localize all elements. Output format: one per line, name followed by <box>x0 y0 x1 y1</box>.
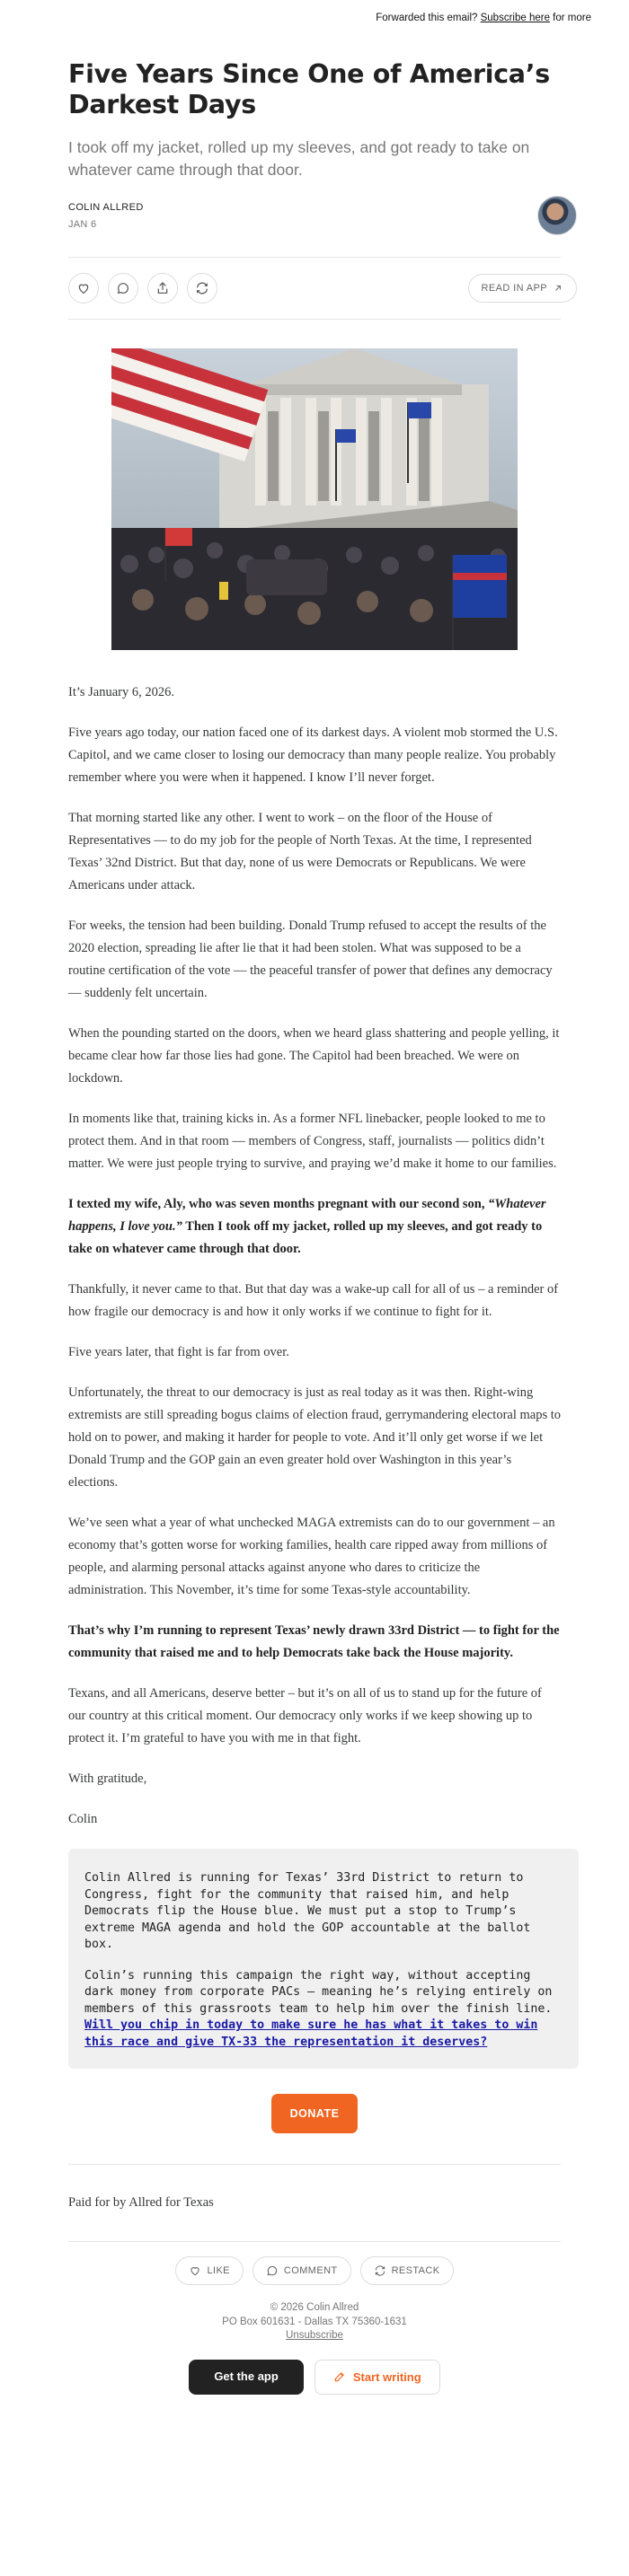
chip-in-link[interactable]: Will you chip in today to make sure he has what it takes to win this race and give TX-33 the representation it deserves? <box>84 2018 538 2049</box>
heart-icon <box>189 2264 201 2277</box>
subscribe-link[interactable]: Subscribe here <box>480 13 550 23</box>
unsubscribe-link[interactable]: Unsubscribe <box>286 2330 343 2341</box>
divider <box>68 257 561 258</box>
author-name[interactable]: COLIN ALLRED <box>68 201 144 213</box>
post-body <box>68 681 561 1831</box>
capitol-photo <box>111 348 518 650</box>
paragraph: With gratitude, <box>68 1772 147 1786</box>
paid-for-disclaimer: Paid for by Allred for Texas <box>68 2195 214 2210</box>
paragraph: We’ve seen what a year of what unchecked MAGA extremists can do to our government – an economy that’s gotten worse for working families, health care ripped away from millions of people, and alarming personal attacks against anyone who dares to criticize the administration. This November, it’s time for some Texas-style accountability. <box>68 1516 555 1597</box>
forwarded-banner <box>0 0 629 27</box>
get-app-button[interactable]: Get the app <box>189 2360 304 2395</box>
paragraph: In moments like that, training kicks in. As a former NFL linebacker, people looked to me to protect them. And in that room — members of Congress, staff, journalists — politics didn’t matter. We were just people trying to survive, and praying we’d make it home to our families. <box>68 1112 557 1171</box>
footer-like-label: LIKE <box>207 2265 230 2276</box>
start-writing-label: Start writing <box>352 2369 421 2384</box>
donate-button[interactable]: DONATE <box>271 2094 359 2133</box>
callout-paragraph: Colin Allred is running for Texas’ 33rd District to return to Congress, fight for the community that raised him, and help Democrats flip the House blue. We must put a stop to Trump’s extreme MAGA agenda and hold the GOP accountable at the ballot box. <box>84 1871 531 1951</box>
restack-icon <box>195 281 209 295</box>
post-title: Five Years Since One of America’s Darkest Days <box>68 59 550 119</box>
read-in-app-label: READ IN APP <box>481 283 547 294</box>
footer-actions <box>0 2256 629 2285</box>
paragraph: Five years ago today, our nation faced one of its darkest days. A violent mob stormed the U.S. Capitol, and we came closer to losing our democracy than many people realize. You probably remember where you were when it happened. I know I’ll never forget. <box>68 725 558 785</box>
read-in-app-button[interactable] <box>468 274 577 303</box>
comment-button[interactable] <box>108 273 138 303</box>
paragraph-bold <box>68 1193 561 1261</box>
paragraph: Unfortunately, the threat to our democracy is just as real today as it was then. Right-wing extremists are still spreading bogus claims of election fraud, gerrymandering electoral maps to hold on to power, and making it harder for people to vote. And it’ll only get worse if we let Donald Trump and the GOP gain an even greater hold over Washington in this year’s elections. <box>68 1385 562 1490</box>
donate-row <box>0 2094 629 2133</box>
paragraph: For weeks, the tension had been building. Donald Trump refused to accept the results of the 2020 election, spreading lie after lie that it had been stolen. What was supposed to be a routine certification of the vote — the peaceful transfer of power that defines any democracy — suddenly felt uncertain. <box>68 919 553 1000</box>
post-subtitle: I took off my jacket, rolled up my sleeves, and got ready to take on whatever came through that door. <box>68 138 530 179</box>
callout-paragraph <box>84 1968 563 2052</box>
arrow-up-right-icon <box>553 283 563 294</box>
copyright: © 2026 Colin Allred <box>270 2302 359 2313</box>
paragraph: Five years later, that fight is far from over. <box>68 1345 289 1359</box>
paragraph-bold: That’s why I’m running to represent Texas’ newly drawn 33rd District — to fight for the community that raised me and to help Democrats take back the House majority. <box>68 1623 560 1660</box>
hero-image[interactable] <box>111 348 518 650</box>
divider <box>68 2241 561 2242</box>
share-icon <box>155 281 170 295</box>
footer-like-button[interactable] <box>175 2256 243 2285</box>
footer-restack-label: RESTACK <box>391 2265 440 2276</box>
text-span: Then I took off my jacket, rolled up my sleeves, and got ready to take on whatever came through that door. <box>68 1219 543 1256</box>
address: PO Box 601631 - Dallas TX 75360-1631 <box>222 2316 407 2327</box>
forward-prefix: Forwarded this email? <box>376 13 478 23</box>
pen-icon <box>333 2370 346 2383</box>
paragraph: Texans, and all Americans, deserve better – but it’s on all of us to stand up for the future of our country at this critical moment. Our democracy only works if we keep showing up to protect it. I’m grateful to have you with me in that fight. <box>68 1686 542 1745</box>
footer-comment-button[interactable] <box>252 2256 351 2285</box>
start-writing-button[interactable] <box>314 2360 440 2395</box>
heart-icon <box>76 281 91 295</box>
comment-icon <box>266 2264 279 2277</box>
share-button[interactable] <box>147 273 178 303</box>
divider <box>68 2164 561 2165</box>
post-date: JAN 6 <box>68 218 97 230</box>
post-actions <box>68 272 577 304</box>
paragraph: When the pounding started on the doors, when we heard glass shattering and people yelling, it became clear how far those lies had gone. The Capitol had been breached. We were on lockdown. <box>68 1026 560 1086</box>
divider <box>68 319 561 320</box>
avatar[interactable] <box>537 196 577 235</box>
like-button[interactable] <box>68 273 99 303</box>
paragraph: That morning started like any other. I went to work – on the floor of the House of Representatives — to do my job for the people of North Texas. At the time, I represented Texas’ 32nd District. But that day, none of us were Democrats or Republicans. We were Americans under attack. <box>68 811 532 892</box>
callout-box <box>68 1849 579 2069</box>
footer-restack-button[interactable] <box>360 2256 454 2285</box>
restack-button[interactable] <box>187 273 217 303</box>
forward-suffix: for more <box>553 13 591 23</box>
byline <box>68 196 577 235</box>
text-span: I texted my wife, Aly, who was seven months pregnant with our second son, <box>68 1197 485 1211</box>
signature: Colin <box>68 1812 98 1826</box>
comment-icon <box>116 281 130 295</box>
callout-text: Colin’s running this campaign the right way, without accepting dark money from corporate PACs – meaning he’s relying entirely on members of this grassroots team to help him over the finish line. <box>84 1968 553 2016</box>
footer <box>0 2301 629 2343</box>
restack-icon <box>374 2264 386 2277</box>
app-cta <box>0 2360 629 2416</box>
paragraph: Thankfully, it never came to that. But that day was a wake-up call for all of us – a reminder of how fragile our democracy is and how it only works if we continue to fight for it. <box>68 1282 559 1319</box>
quote-span: “Whatever happens, I love you.” <box>68 1197 546 1234</box>
footer-comment-label: COMMENT <box>283 2265 338 2276</box>
paragraph: It’s January 6, 2026. <box>68 685 174 699</box>
